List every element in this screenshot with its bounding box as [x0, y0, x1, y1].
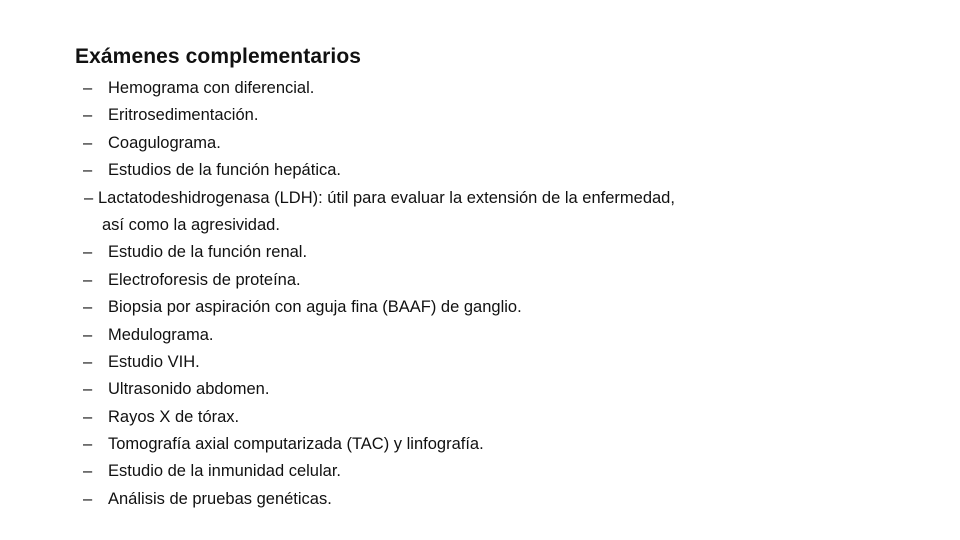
bullet-dash: – [84, 188, 94, 207]
bullet-dash: – [83, 270, 93, 289]
list-item [0, 130, 960, 157]
list-item-text: Biopsia por aspiración con aguja fina (BAAF) de ganglio. [108, 298, 522, 317]
bullet-dash: – [83, 380, 93, 399]
bullet-dash: – [83, 489, 93, 508]
list-item [0, 267, 960, 294]
list-item-text: Medulograma. [108, 325, 214, 344]
exam-list [0, 75, 960, 513]
list-item-text: Lactatodeshidrogenasa (LDH): útil para evaluar la extensión de la enfermedad, [98, 188, 675, 207]
list-item [0, 349, 960, 376]
bullet-dash: – [83, 298, 93, 317]
bullet-dash: – [83, 79, 93, 97]
list-item [0, 404, 960, 431]
list-item-continuation [0, 212, 960, 239]
list-item [0, 294, 960, 321]
list-item-text: Tomografía axial computarizada (TAC) y linfografía. [108, 435, 484, 454]
list-item-text: Eritrosedimentación. [108, 106, 259, 125]
list-item [0, 431, 960, 458]
bullet-dash: – [83, 325, 93, 344]
slide-title: Exámenes complementarios [75, 45, 362, 68]
list-item-text: Rayos X de tórax. [108, 407, 240, 426]
list-item [0, 486, 960, 513]
bullet-dash: – [83, 352, 93, 371]
list-item [0, 102, 960, 129]
list-item [0, 458, 960, 485]
list-item-text: Electroforesis de proteína. [108, 270, 301, 289]
list-item [0, 376, 960, 403]
list-item [0, 239, 960, 266]
list-item-text: Hemograma con diferencial. [108, 79, 315, 97]
bullet-dash: – [83, 435, 93, 454]
list-item-text: Coagulograma. [108, 133, 221, 152]
list-item [0, 185, 960, 212]
list-item [0, 75, 960, 102]
bullet-dash: – [83, 243, 93, 262]
list-item [0, 322, 960, 349]
bullet-dash: – [83, 462, 93, 481]
list-item-text: Estudios de la función hepática. [108, 161, 341, 180]
bullet-dash: – [83, 133, 93, 152]
list-item-text: Estudio VIH. [108, 352, 200, 371]
list-item-text: Ultrasonido abdomen. [108, 380, 270, 399]
bullet-dash: – [83, 161, 93, 180]
list-item-text: Estudio de la función renal. [108, 243, 308, 262]
bullet-dash: – [83, 106, 93, 125]
list-item-text: así como la agresividad. [102, 215, 280, 234]
list-item-text: Análisis de pruebas genéticas. [108, 489, 332, 508]
bullet-dash: – [83, 407, 93, 426]
list-item-text: Estudio de la inmunidad celular. [108, 462, 341, 481]
list-item [0, 157, 960, 184]
